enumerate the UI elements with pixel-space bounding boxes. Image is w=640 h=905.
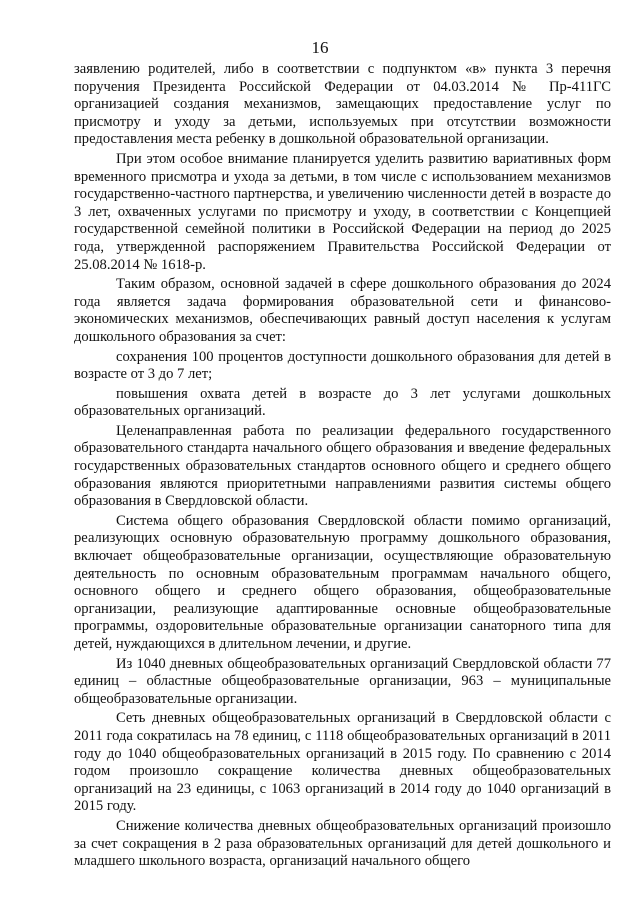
paragraph-organizations-count: Из 1040 дневных общеобразовательных организаций Свердловской области 77 единиц – областные общеобразовательные организации, 963 – муниципальные общеобразовательные организации.	[74, 655, 611, 707]
paragraph-network-reduction: Сеть дневных общеобразовательных организаций в Свердловской области с 2011 года сократилась на 78 единиц, с 1118 общеобразовательных организаций в 2011 году до 1040 общеобразовательных организаций в 2015 году. По сравнению с 2014 годом произошло сокращение количества дневных общеобразовательных организаций на 23 единицы, с 1063 организаций в 2014 году до 1040 организаций в 2015 году.	[74, 710, 611, 815]
paragraph-decline-reason: Снижение количества дневных общеобразовательных организаций произошло за счет сокращения в 2 раза образовательных организаций для детей дошкольного и младшего школьного возраста, организаций начального общего	[74, 817, 611, 870]
paragraph-standards: Целенаправленная работа по реализации федерального государственного образовательного стандарта начального общего образования и введение федеральных государственных образовательных стандартов основного общего и среднего общего образования являются приоритетными направлениями развития системы общего образования в Свердловской области.	[74, 422, 611, 510]
paragraph-variative-forms: При этом особое внимание планируется уделить развитию вариативных форм временного присмотра и ухода за детьми, в том числе с использованием механизмов государственно-частного партнерства, и увеличению численности детей в возрасте до 3 лет, охваченных услугами по присмотру и уходу, в соответствии с Концепцией государственной семейной политики в Российской Федерации на период до 2025 года, утвержденной распоряжением Правительства Российской Федерации от 25.08.2014 № 1618-р.	[74, 150, 611, 273]
page-number: 16	[311, 38, 329, 57]
paragraph-main-task: Таким образом, основной задачей в сфере дошкольного образования до 2024 года является задача формирования образовательной сети и финансово-экономических механизмов, обеспечивающих равный доступ населения к услугам дошкольного образования за счет:	[74, 276, 611, 345]
paragraph-coverage-item: повышения охвата детей в возрасте до 3 лет услугами дошкольных образовательных организаций.	[74, 385, 611, 420]
paragraph-general-education-system: Система общего образования Свердловской области помимо организаций, реализующих основную образовательную программу дошкольного образования, включает общеобразовательные организации, осуществляющие образовательную деятельность по основным образовательным программам начального общего, основного общего и среднего общего образования, общеобразовательные организации, реализующие адаптированные основные общеобразовательные программы, оздоровительные образовательные организации санаторного типа для детей, нуждающихся в длительном лечении, и другие.	[74, 512, 611, 652]
paragraph-continuation: заявлению родителей, либо в соответствии с подпунктом «в» пункта 3 перечня поручения Президента Российской Федерации от 04.03.2014 № Пр-411ГС организацией создания механизмов, замещающих предоставление услуг по присмотру и уходу за детьми, используемых при отсутствии возможности предоставления места ребенку в дошкольной образовательной организации.	[74, 61, 611, 148]
document-body	[74, 61, 611, 873]
paragraph-availability-item: сохранения 100 процентов доступности дошкольного образования для детей в возрасте от 3 до 7 лет;	[74, 348, 611, 383]
